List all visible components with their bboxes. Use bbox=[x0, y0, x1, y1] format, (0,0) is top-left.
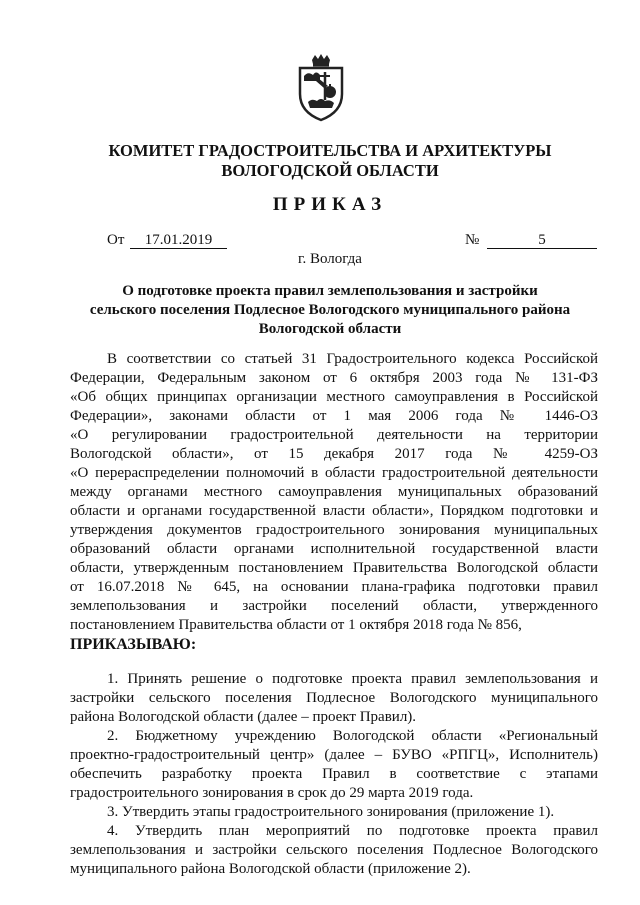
preamble-line: утверждения документов градостроительного зонирования муниципальных bbox=[70, 522, 598, 538]
preamble-line: области и органами государственной власти области», Порядком подготовки и bbox=[70, 503, 598, 519]
order-item-line: проектно-градостроительный центр» (далее – БУВО «РПГЦ», Исполнитель) bbox=[70, 747, 598, 763]
document-type-title: ПРИКАЗ bbox=[272, 194, 388, 215]
preamble-line: Федерации, Федеральным законом от 6 октября 2003 года № 131-ФЗ bbox=[70, 370, 598, 386]
document-date: 17.01.2019 bbox=[130, 232, 227, 249]
order-item-line: 1. Принять решение о подготовке проекта правил землепользования и bbox=[107, 671, 598, 687]
subject-line: сельского поселения Подлесное Вологодского муниципального района bbox=[89, 302, 571, 318]
city: г. Вологда bbox=[298, 251, 362, 267]
subject-line: О подготовке проекта правил землепользования и застройки bbox=[122, 283, 538, 299]
preamble-line: землепользования и застройки поселений области, утвержденного bbox=[70, 598, 598, 614]
subject-line: Вологодской области bbox=[258, 321, 402, 337]
number-prefix: № bbox=[465, 232, 480, 248]
order-item-line: 3. Утвердить этапы градостроительного зонирования (приложение 1). bbox=[107, 804, 555, 820]
preamble-line: «Об общих принципах организации местного самоуправления в Российской bbox=[70, 389, 598, 405]
preamble-line: области, утвержденным постановлением Правительства Вологодской области bbox=[70, 560, 598, 576]
preamble-line: постановлением Правительства области от 1 октября 2018 года № 856, bbox=[70, 617, 522, 633]
organization-name-line2: ВОЛОГОДСКОЙ ОБЛАСТИ bbox=[221, 161, 439, 180]
order-item-line: 4. Утвердить план мероприятий по подготовке проекта правил bbox=[107, 823, 598, 839]
preamble-line: образований области органами исполнительной государственной власти bbox=[70, 541, 598, 557]
preamble-line: от 16.07.2018 № 645, на основании плана-графика подготовки правил bbox=[70, 579, 598, 595]
preamble-line: Федерации», законами области от 1 мая 2006 года № 1446-ОЗ bbox=[70, 408, 598, 424]
preamble-line: В соответствии со статьей 31 Градостроительного кодекса Российской bbox=[107, 351, 598, 367]
order-item-line: застройки сельского поселения Подлесное Вологодского муниципального bbox=[70, 690, 598, 706]
order-item-line: землепользования и застройки сельского поселения Подлесное Вологодского bbox=[70, 842, 598, 858]
order-item-line: 2. Бюджетному учреждению Вологодской области «Региональный bbox=[107, 728, 598, 744]
document-subject bbox=[70, 282, 590, 339]
order-item-line: обеспечить разработку проекта Правил в соответствие с этапами bbox=[70, 766, 598, 782]
date-prefix: От bbox=[107, 232, 125, 248]
order-word: ПРИКАЗЫВАЮ: bbox=[70, 636, 197, 653]
organization-name-line1: КОМИТЕТ ГРАДОСТРОИТЕЛЬСТВА И АРХИТЕКТУРЫ bbox=[108, 141, 552, 160]
order-item-line: градостроительного зонирования в срок до 29 марта 2019 года. bbox=[70, 785, 474, 801]
preamble-line: «О перераспределении полномочий в области градостроительной деятельности bbox=[70, 465, 598, 481]
preamble-line: «О регулировании градостроительной деятельности на территории bbox=[70, 427, 598, 443]
order-item-line: района Вологодской области (далее – проект Правил). bbox=[70, 709, 417, 725]
coat-of-arms-icon bbox=[294, 54, 348, 122]
preamble-line: между органами местного самоуправления муниципальных образований bbox=[70, 484, 598, 500]
order-item-line: муниципального района Вологодской области (приложение 2). bbox=[70, 861, 471, 877]
document-number: 5 bbox=[487, 232, 597, 249]
preamble-line: Вологодской области», от 15 декабря 2017 года № 4259-ОЗ bbox=[70, 446, 598, 462]
